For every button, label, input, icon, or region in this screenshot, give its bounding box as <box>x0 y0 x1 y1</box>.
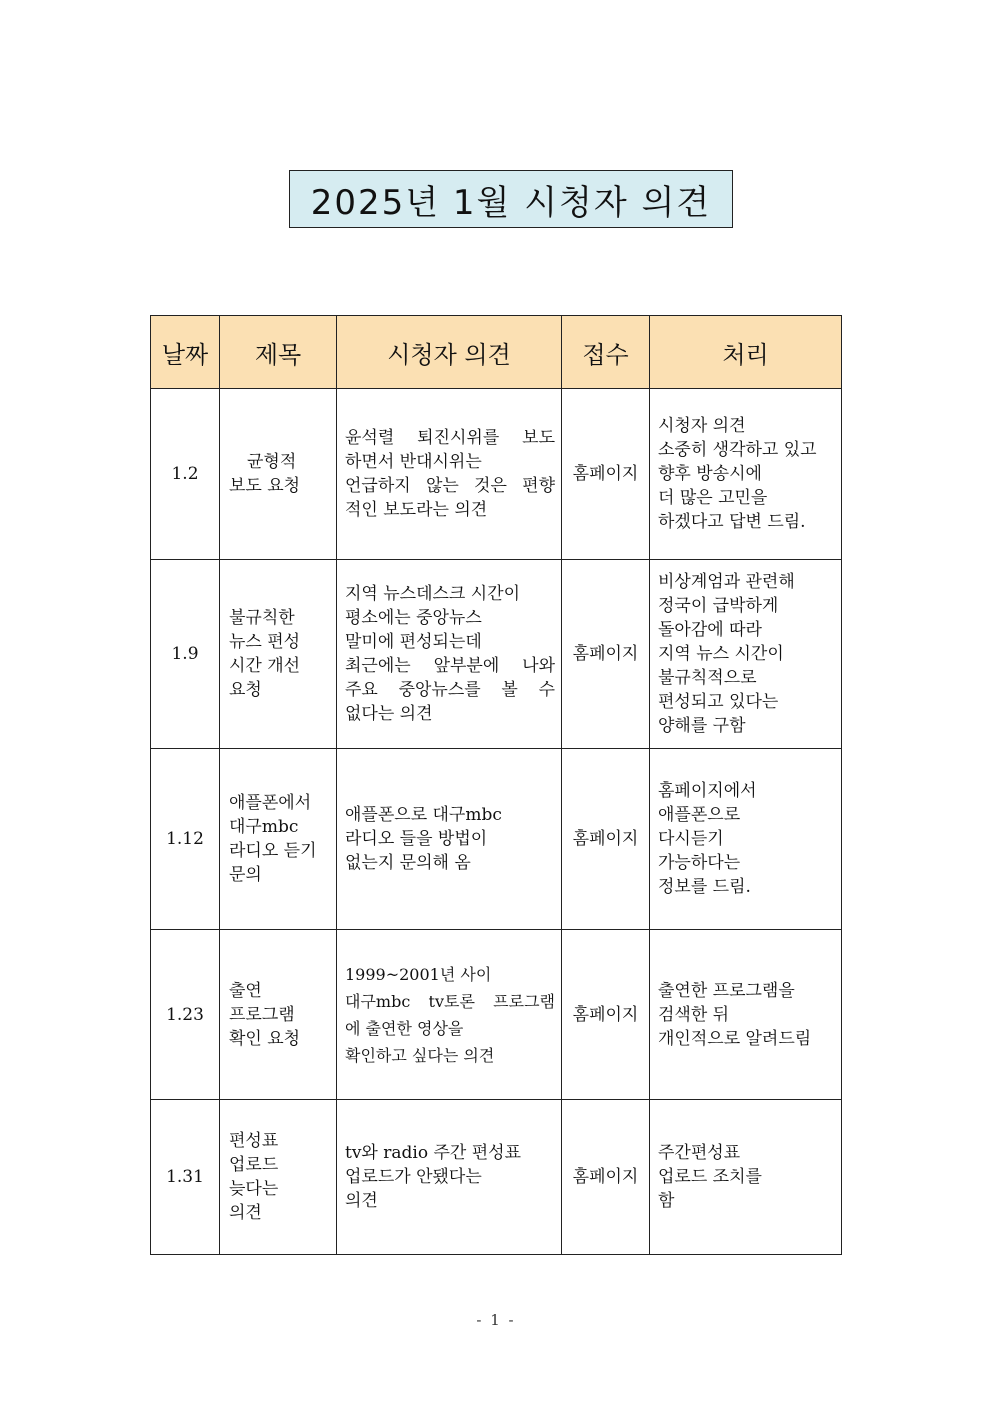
title-line: 의견 <box>229 1203 262 1223</box>
processing-line: 개인적으로 알려드림 <box>658 1028 812 1049</box>
opinion-line: 지역 뉴스데스크 시간이 <box>345 584 521 604</box>
processing-line: 더 많은 고민을 <box>658 488 768 508</box>
received-cell: 홈페이지 <box>562 389 650 560</box>
title-cell <box>220 389 337 560</box>
header-received: 접수 <box>562 316 650 389</box>
opinion-cell <box>337 749 562 930</box>
processing-line: 업로드 조치를 <box>658 1167 762 1187</box>
date-cell: 1.12 <box>151 749 220 930</box>
received-cell: 홈페이지 <box>562 930 650 1100</box>
processing-line: 정보를 드림. <box>658 877 751 897</box>
processing-line: 가능하다는 <box>658 853 741 873</box>
processing-line: 양해를 구함 <box>658 716 746 736</box>
opinion-cell <box>337 930 562 1100</box>
opinion-line: 업로드가 안됐다는 <box>345 1167 482 1187</box>
opinion-cell <box>337 389 562 560</box>
opinion-line: 윤석렬 퇴진시위를 보도 <box>345 428 555 448</box>
processing-line: 홈페이지에서 <box>658 781 757 801</box>
opinion-line: 1999~2001년 사이 <box>345 964 492 984</box>
date-cell: 1.31 <box>151 1100 220 1255</box>
title-cell <box>220 1100 337 1255</box>
date-cell: 1.9 <box>151 560 220 749</box>
date-cell: 1.2 <box>151 389 220 560</box>
processing-line: 향후 방송시에 <box>658 464 762 484</box>
title-line: 라디오 듣기 <box>229 841 317 861</box>
opinion-line: 말미에 편성되는데 <box>345 632 482 652</box>
opinion-line: 없는지 문의해 옴 <box>345 853 471 873</box>
received-cell: 홈페이지 <box>562 749 650 930</box>
processing-line: 정국이 급박하게 <box>658 596 779 616</box>
header-processing: 처리 <box>650 316 842 389</box>
processing-line: 출연한 프로그램을 <box>658 980 795 1001</box>
opinion-line: 언급하지 않는 것은 편향 <box>345 476 555 496</box>
table-row <box>151 749 842 930</box>
opinion-line: tv와 radio 주간 편성표 <box>345 1143 521 1163</box>
opinion-line: 주요 중앙뉴스를 볼 수 <box>345 680 555 700</box>
title-line: 요청 <box>229 680 262 700</box>
processing-line: 불규칙적으로 <box>658 668 757 688</box>
opinion-line: 확인하고 싶다는 의견 <box>345 1045 495 1065</box>
processing-cell <box>650 1100 842 1255</box>
table-row <box>151 930 842 1100</box>
opinion-line: 의견 <box>345 1191 378 1211</box>
title-line: 시간 개선 <box>229 656 301 676</box>
processing-line: 검색한 뒤 <box>658 1004 730 1025</box>
title-cell <box>220 930 337 1100</box>
opinion-line: 평소에는 중앙뉴스 <box>345 608 482 628</box>
processing-line: 편성되고 있다는 <box>658 692 779 712</box>
processing-line: 하겠다고 답변 드림. <box>658 512 806 532</box>
table-row <box>151 389 842 560</box>
opinion-line: 적인 보도라는 의견 <box>345 500 488 520</box>
title-line: 균형적 <box>247 452 297 472</box>
title-line: 대구mbc <box>229 817 299 837</box>
title-line: 애플폰에서 <box>229 793 312 813</box>
processing-line: 돌아감에 따라 <box>658 620 762 640</box>
title-line: 확인 요청 <box>229 1028 301 1049</box>
page-title: 2025년 1월 시청자 의견 <box>289 170 733 228</box>
processing-line: 애플폰으로 <box>658 805 741 825</box>
title-line: 문의 <box>229 865 262 885</box>
table-header-row <box>151 316 842 389</box>
processing-line: 주간편성표 <box>658 1143 741 1163</box>
processing-line: 다시듣기 <box>658 829 724 849</box>
opinion-line: 애플폰으로 대구mbc <box>345 805 502 825</box>
header-date: 날짜 <box>151 316 220 389</box>
processing-cell <box>650 749 842 930</box>
processing-line: 함 <box>658 1191 675 1211</box>
processing-line: 소중히 생각하고 있고 <box>658 440 817 460</box>
opinion-cell <box>337 560 562 749</box>
opinion-line: 에 출연한 영상을 <box>345 1018 464 1038</box>
table-row <box>151 560 842 749</box>
title-cell <box>220 749 337 930</box>
header-opinion: 시청자 의견 <box>337 316 562 389</box>
received-cell: 홈페이지 <box>562 560 650 749</box>
opinion-line: 라디오 들을 방법이 <box>345 829 488 849</box>
table-row <box>151 1100 842 1255</box>
processing-line: 시청자 의견 <box>658 416 746 436</box>
title-cell <box>220 560 337 749</box>
viewer-opinions-table <box>150 315 842 1255</box>
title-line: 편성표 <box>229 1131 279 1151</box>
opinion-line: 없다는 의견 <box>345 704 433 724</box>
processing-cell <box>650 389 842 560</box>
received-cell: 홈페이지 <box>562 1100 650 1255</box>
page-number: - 1 - <box>476 1311 516 1329</box>
opinion-line: 하면서 반대시위는 <box>345 452 482 472</box>
processing-cell <box>650 560 842 749</box>
opinion-line: 대구mbc tv토론 프로그램 <box>345 991 555 1011</box>
header-title: 제목 <box>220 316 337 389</box>
processing-cell <box>650 930 842 1100</box>
opinion-cell <box>337 1100 562 1255</box>
title-line: 출연 <box>229 980 262 1001</box>
date-cell: 1.23 <box>151 930 220 1100</box>
title-line: 늦다는 <box>229 1179 279 1199</box>
title-line: 프로그램 <box>229 1004 295 1025</box>
processing-line: 비상계엄과 관련해 <box>658 572 795 592</box>
title-line: 불규칙한 <box>229 608 295 628</box>
title-line: 뉴스 편성 <box>229 632 301 652</box>
processing-line: 지역 뉴스 시간이 <box>658 644 784 664</box>
opinion-line: 최근에는 앞부분에 나와 <box>345 656 555 676</box>
title-line: 업로드 <box>229 1155 279 1175</box>
title-line: 보도 요청 <box>229 476 301 496</box>
